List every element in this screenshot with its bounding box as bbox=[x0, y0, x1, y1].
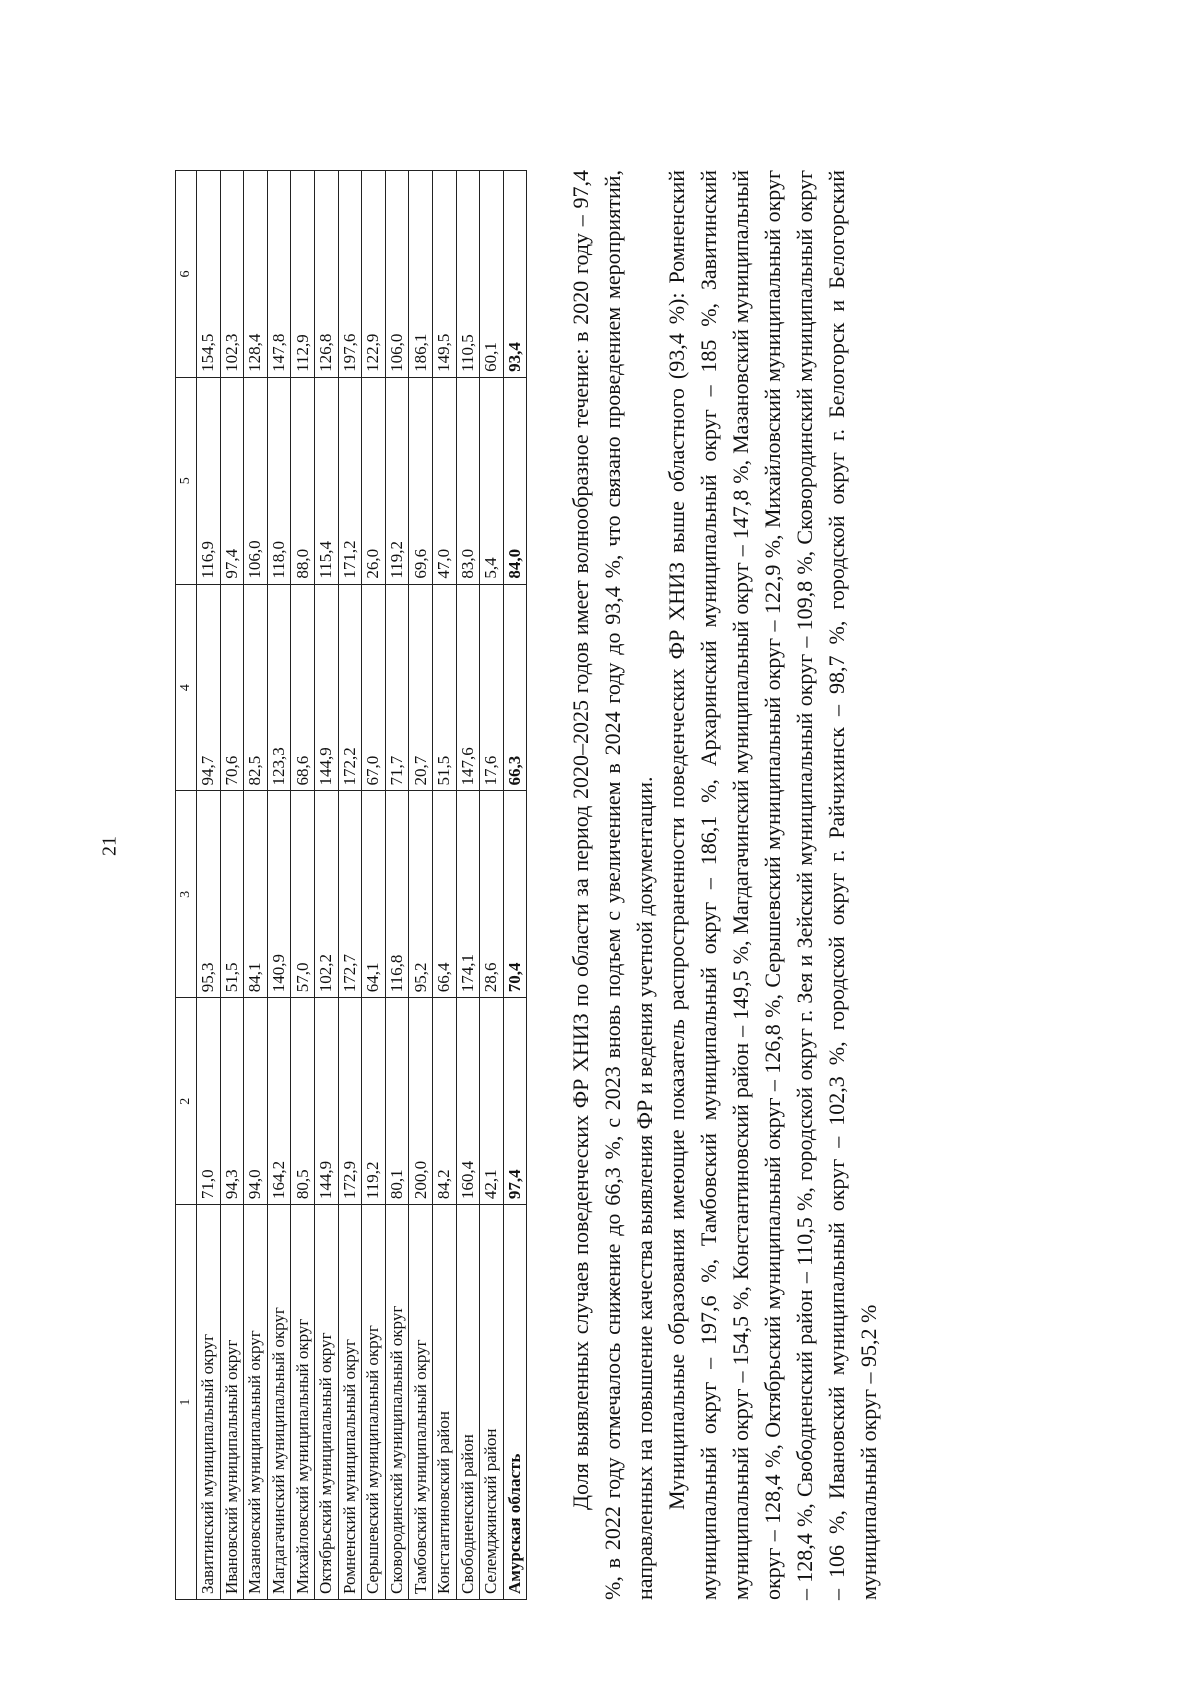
value-cell: 93,4 bbox=[503, 171, 527, 378]
value-cell: 122,9 bbox=[362, 171, 386, 378]
value-cell: 200,0 bbox=[409, 998, 433, 1205]
value-cell: 51,5 bbox=[220, 791, 244, 998]
value-cell: 28,6 bbox=[480, 791, 504, 998]
value-cell: 174,1 bbox=[456, 791, 480, 998]
value-cell: 118,0 bbox=[267, 377, 291, 584]
value-cell: 186,1 bbox=[409, 171, 433, 378]
value-cell: 80,5 bbox=[291, 998, 315, 1205]
value-cell: 116,9 bbox=[197, 377, 221, 584]
table-row bbox=[291, 171, 315, 1600]
value-cell: 82,5 bbox=[244, 584, 268, 791]
value-cell: 172,2 bbox=[338, 584, 362, 791]
paragraph: Муниципальные образования имеющие показатель распространенности поведенческих ФР ХНИЗ выше областного (93,4 %): Ромненский муниципальный округ – 197,6 %, Тамбовский муниципальный округ – 186,1 %, Архаринский муниципальный округ – 185 %, Завитинский муниципальный округ – 154,5 %, Константиновский район – 149,5 %, Магдагачинский муниципальный округ – 147,8 %, Мазановский муниципальный округ – 128,4 %, Октябрьский муниципальный округ – 126,8 %, Серышевский муниципальный округ – 122,9 %, Михайловский муниципальный округ – 128,4 %, Свободненский район – 110,5 %, городской округ г. Зея и Зейский муниципальный округ – 109,8 %, Сковородинский муниципальный округ – 106 %, Ивановский муниципальный округ – 102,3 %, городской округ г. Райчихинск – 98,7 %, городской округ г. Белогорск и Белогорский муниципальный округ – 95,2 % bbox=[664, 170, 882, 1600]
value-cell: 57,0 bbox=[291, 791, 315, 998]
value-cell: 94,0 bbox=[244, 998, 268, 1205]
data-table bbox=[175, 170, 527, 1600]
table-row bbox=[480, 171, 504, 1600]
value-cell: 144,9 bbox=[314, 584, 338, 791]
table-header-row bbox=[176, 171, 197, 1600]
value-cell: 95,2 bbox=[409, 791, 433, 998]
table-row bbox=[314, 171, 338, 1600]
value-cell: 126,8 bbox=[314, 171, 338, 378]
value-cell: 102,2 bbox=[314, 791, 338, 998]
value-cell: 197,6 bbox=[338, 171, 362, 378]
row-label-cell: Тамбовский муниципальный округ bbox=[409, 1205, 433, 1600]
value-cell: 70,6 bbox=[220, 584, 244, 791]
value-cell: 95,3 bbox=[197, 791, 221, 998]
row-label-cell: Сковородинский муниципальный округ bbox=[385, 1205, 409, 1600]
table-row bbox=[385, 171, 409, 1600]
value-cell: 110,5 bbox=[456, 171, 480, 378]
value-cell: 51,5 bbox=[432, 584, 456, 791]
row-label-cell: Мазановский муниципальный округ bbox=[244, 1205, 268, 1600]
value-cell: 47,0 bbox=[432, 377, 456, 584]
value-cell: 123,3 bbox=[267, 584, 291, 791]
value-cell: 20,7 bbox=[409, 584, 433, 791]
row-label-cell: Константиновский район bbox=[432, 1205, 456, 1600]
header-cell: 3 bbox=[176, 791, 197, 998]
value-cell: 60,1 bbox=[480, 171, 504, 378]
header-cell: 6 bbox=[176, 171, 197, 378]
header-cell: 5 bbox=[176, 377, 197, 584]
table-row bbox=[197, 171, 221, 1600]
value-cell: 68,6 bbox=[291, 584, 315, 791]
value-cell: 26,0 bbox=[362, 377, 386, 584]
table-row bbox=[456, 171, 480, 1600]
value-cell: 119,2 bbox=[385, 377, 409, 584]
value-cell: 128,4 bbox=[244, 171, 268, 378]
value-cell: 84,1 bbox=[244, 791, 268, 998]
value-cell: 69,6 bbox=[409, 377, 433, 584]
value-cell: 171,2 bbox=[338, 377, 362, 584]
value-cell: 42,1 bbox=[480, 998, 504, 1205]
table-body bbox=[176, 171, 527, 1600]
header-cell: 4 bbox=[176, 584, 197, 791]
value-cell: 172,7 bbox=[338, 791, 362, 998]
value-cell: 147,8 bbox=[267, 171, 291, 378]
value-cell: 70,4 bbox=[503, 791, 527, 998]
value-cell: 84,0 bbox=[503, 377, 527, 584]
row-label-cell: Свободненский район bbox=[456, 1205, 480, 1600]
value-cell: 119,2 bbox=[362, 998, 386, 1205]
value-cell: 172,9 bbox=[338, 998, 362, 1205]
row-label-cell: Амурская область bbox=[503, 1205, 527, 1600]
value-cell: 71,7 bbox=[385, 584, 409, 791]
value-cell: 144,9 bbox=[314, 998, 338, 1205]
value-cell: 94,3 bbox=[220, 998, 244, 1205]
row-label-cell: Селемджинский район bbox=[480, 1205, 504, 1600]
header-cell: 1 bbox=[176, 1205, 197, 1600]
rotated-content bbox=[175, 120, 1175, 1600]
value-cell: 140,9 bbox=[267, 791, 291, 998]
table-total-row bbox=[503, 171, 527, 1600]
table-row bbox=[220, 171, 244, 1600]
page-number: 21 bbox=[98, 836, 121, 856]
value-cell: 80,1 bbox=[385, 998, 409, 1205]
value-cell: 94,7 bbox=[197, 584, 221, 791]
table-row bbox=[409, 171, 433, 1600]
row-label-cell: Магдагачинский муниципальный округ bbox=[267, 1205, 291, 1600]
value-cell: 106,0 bbox=[385, 171, 409, 378]
value-cell: 71,0 bbox=[197, 998, 221, 1205]
value-cell: 154,5 bbox=[197, 171, 221, 378]
row-label-cell: Серышевский муниципальный округ bbox=[362, 1205, 386, 1600]
body-text bbox=[565, 170, 885, 1600]
header-cell: 2 bbox=[176, 998, 197, 1205]
table-row bbox=[244, 171, 268, 1600]
table-row bbox=[338, 171, 362, 1600]
row-label-cell: Ивановский муниципальный округ bbox=[220, 1205, 244, 1600]
value-cell: 5,4 bbox=[480, 377, 504, 584]
value-cell: 84,2 bbox=[432, 998, 456, 1205]
table-row bbox=[362, 171, 386, 1600]
paragraph: Доля выявленных случаев поведенческих ФР ХНИЗ по области за период 2020–2025 годов имеет волнообразное течение: в 2020 году – 97,4 %, в 2022 году отмечалось снижение до 66,3 %, с 2023 вновь подъем с увеличением в 2024 году до 93,4 %, что связано проведением мероприятий, направленных на повышение качества выявления ФР и ведения учетной документации. bbox=[568, 170, 658, 1600]
value-cell: 83,0 bbox=[456, 377, 480, 584]
value-cell: 88,0 bbox=[291, 377, 315, 584]
value-cell: 147,6 bbox=[456, 584, 480, 791]
value-cell: 160,4 bbox=[456, 998, 480, 1205]
value-cell: 112,9 bbox=[291, 171, 315, 378]
value-cell: 106,0 bbox=[244, 377, 268, 584]
value-cell: 116,8 bbox=[385, 791, 409, 998]
table-row bbox=[267, 171, 291, 1600]
value-cell: 97,4 bbox=[220, 377, 244, 584]
row-label-cell: Ромненский муниципальный округ bbox=[338, 1205, 362, 1600]
value-cell: 149,5 bbox=[432, 171, 456, 378]
value-cell: 64,1 bbox=[362, 791, 386, 998]
value-cell: 67,0 bbox=[362, 584, 386, 791]
row-label-cell: Михайловский муниципальный округ bbox=[291, 1205, 315, 1600]
value-cell: 164,2 bbox=[267, 998, 291, 1205]
table-row bbox=[432, 171, 456, 1600]
value-cell: 102,3 bbox=[220, 171, 244, 378]
value-cell: 17,6 bbox=[480, 584, 504, 791]
value-cell: 97,4 bbox=[503, 998, 527, 1205]
value-cell: 66,4 bbox=[432, 791, 456, 998]
value-cell: 115,4 bbox=[314, 377, 338, 584]
row-label-cell: Октябрьский муниципальный округ bbox=[314, 1205, 338, 1600]
value-cell: 66,3 bbox=[503, 584, 527, 791]
row-label-cell: Завитинский муниципальный округ bbox=[197, 1205, 221, 1600]
